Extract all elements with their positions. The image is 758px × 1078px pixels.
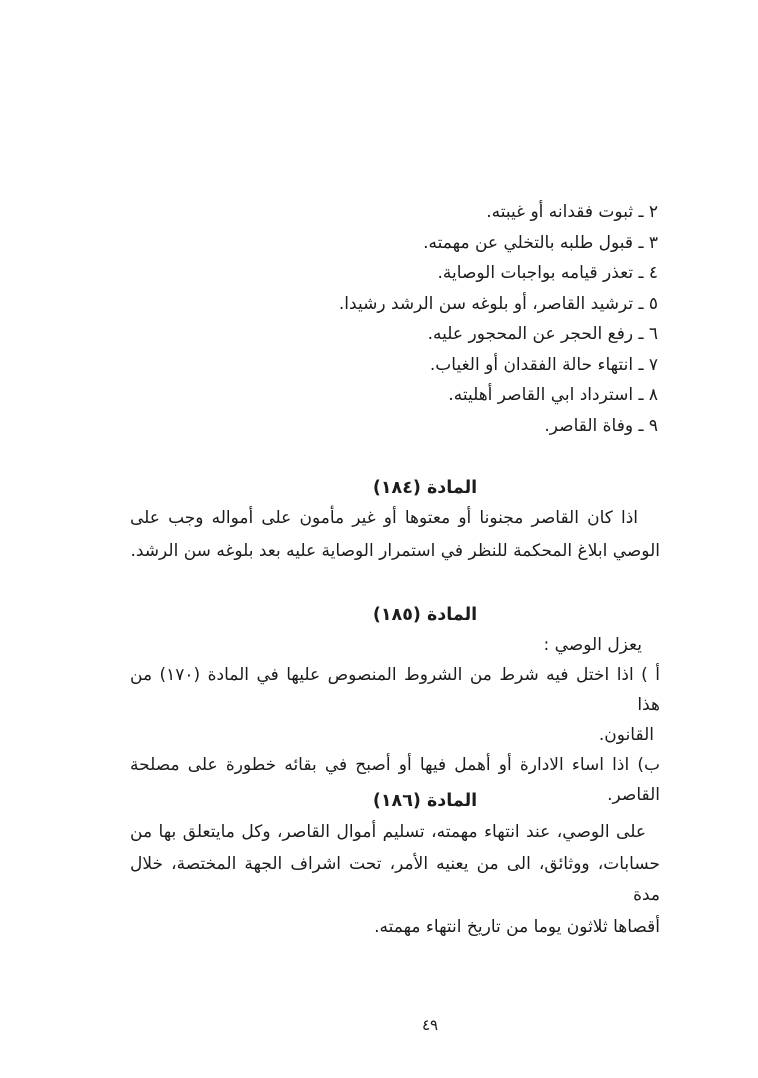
article-185-item-b: ب) اذا اساء الادارة أو أهمل فيها أو أصبح في بقائه خطورة على مصلحة القاصر. — [130, 755, 660, 805]
list-item: ٥ ـ ترشيد القاصر، أو بلوغه سن الرشد رشيدا. — [338, 293, 658, 314]
paragraph-line: الوصي ابلاغ المحكمة للنظر في استمرار الوصاية عليه بعد بلوغه سن الرشد. — [130, 541, 660, 561]
article-186-title: المادة (١٨٦) — [372, 791, 478, 811]
article-186-body — [130, 817, 660, 943]
list-item: ٢ ـ ثبوت فقدانه أو غيبته. — [486, 202, 658, 222]
list-item: ٧ ـ انتهاء حالة الفقدان أو الغياب. — [429, 354, 658, 375]
paragraph-line: أقصاها ثلاثون يوما من تاريخ انتهاء مهمته. — [374, 916, 660, 937]
list-item: ٦ ـ رفع الحجر عن المحجور عليه. — [427, 324, 658, 344]
guardianship-termination-list — [339, 197, 658, 441]
list-item: ٨ ـ استرداد ابي القاصر أهليته. — [448, 385, 658, 405]
page-number: ٤٩ — [421, 1016, 439, 1034]
article-184-title: المادة (١٨٤) — [372, 478, 478, 498]
paragraph-line: اذا كان القاصر مجنونا أو معتوها أو غير مأمون على أمواله وجب على — [130, 508, 638, 528]
article-184-body — [130, 502, 660, 568]
article-185-title: المادة (١٨٥) — [372, 605, 478, 625]
paragraph-line: على الوصي، عند انتهاء مهمته، تسليم أموال القاصر، وكل مايتعلق بها من — [130, 822, 646, 842]
article-185-item-a-line1: أ ) اذا اختل فيه شرط من الشروط المنصوص عليها في المادة (١٧٠) من هذا — [130, 665, 660, 715]
list-item: ٩ ـ وفاة القاصر. — [544, 415, 658, 436]
article-185-intro: يعزل الوصي : — [543, 635, 642, 655]
article-185-body — [130, 630, 660, 810]
article-185-item-a-line2: القانون. — [598, 725, 654, 745]
list-item: ٣ ـ قبول طلبه بالتخلي عن مهمته. — [423, 232, 658, 253]
list-item: ٤ ـ تعذر قيامه بواجبات الوصاية. — [437, 263, 658, 283]
paragraph-line: حسابات، ووثائق، الى من يعنيه الأمر، تحت اشراف الجهة المختصة، خلال مدة — [130, 853, 660, 905]
